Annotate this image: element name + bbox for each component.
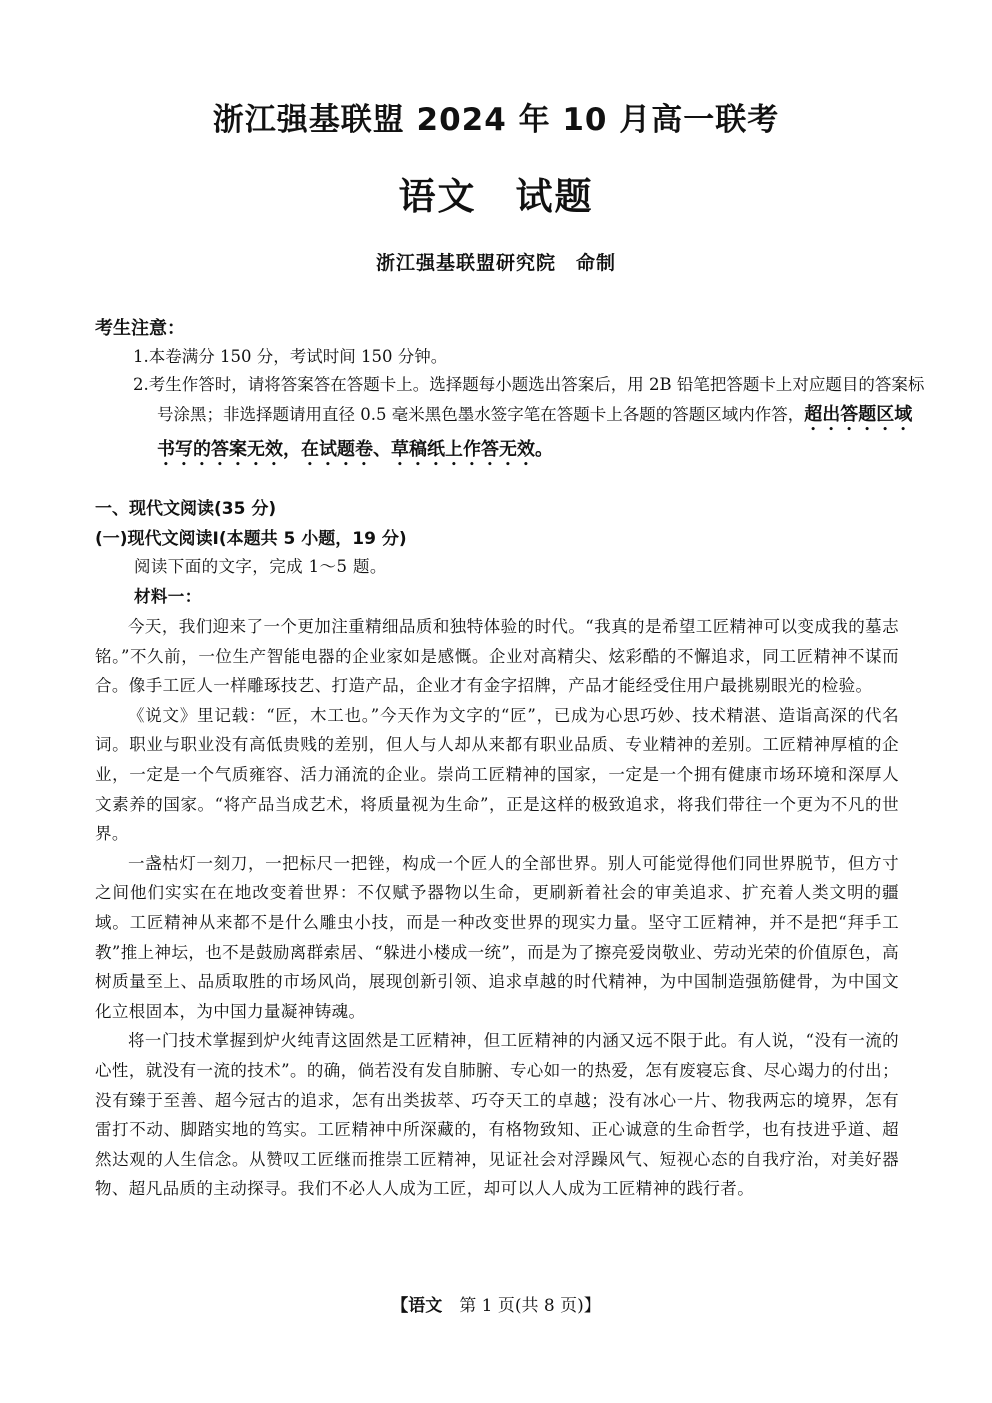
issuer-line: 浙江强基联盟研究院 命制: [375, 252, 616, 274]
subsection-heading: (一)现代文阅读Ⅰ(本题共 5 小题，19 分): [95, 529, 407, 549]
section-heading: 一、现代文阅读(35 分): [95, 499, 277, 519]
notice-heading: 考生注意：: [95, 318, 185, 339]
exam-title: 浙江强基联盟 2024 年 10 月高一联考: [212, 102, 780, 138]
notice-item-1: 1.本卷满分 150 分，考试时间 150 分钟。: [133, 347, 448, 366]
paragraph-4: 将一门技术掌握到炉火纯青这固然是工匠精神，但工匠精神的内涵又远不限于此。有人说，“没有一流的心性，就没有一流的技术”。的确，倘若没有发自肺腑、专心如一的热爱，怎有废寝忘食、尽心竭力的付出；没有臻于至善、超今冠古的追求，怎有出类拔萃、巧夺天工的卓越；没有冰心一片、物我两忘的境界，怎有雷打不动、脚踏实地的笃实。工匠精神中所深藏的，有格物致知、正心诚意的生命哲学，也有技进乎道、超然达观的人生信念。从赞叹工匠继而推崇工匠精神，见证社会对浮躁风气、短视心态的自我疗治，对美好器物、超凡品质的主动探寻。我们不必人人成为工匠，却可以人人成为工匠精神的践行者。: [95, 1031, 899, 1199]
notice-item-2-text: 2.考生作答时，请将答案答在答题卡上。选择题每小题选出答案后，用 2B 铅笔把答题卡上对应题目的答案标号涂黑；非选择题请用直径 0.5 毫米黑色墨水签字笔在答题卡上各题的答题区域内作答，: [133, 375, 925, 424]
notice-item-2: [133, 370, 927, 470]
paragraph-1: 今天，我们迎来了一个更加注重精细品质和独特体验的时代。“我真的是希望工匠精神可以变成我的墓志铭。”不久前，一位生产智能电器的企业家如是感慨。企业对高精尖、炫彩酷的不懈追求，同工匠精神不谋而合。像手工匠人一样雕琢技艺、打造产品，企业才有金字招牌，产品才能经受住用户最挑剔眼光的检验。: [95, 617, 899, 696]
reading-instruction: 阅读下面的文字，完成 1～5 题。: [134, 557, 387, 576]
paragraph-2: 《说文》里记载：“匠，木工也。”今天作为文字的“匠”，已成为心思巧妙、技术精湛、造诣高深的代名词。职业与职业没有高低贵贱的差别，但人与人却从来都有职业品质、专业精神的差别。工匠精神厚植的企业，一定是一个气质雍容、活力涌流的企业。崇尚工匠精神的国家，一定是一个拥有健康市场环境和深厚人文素养的国家。“将产品当成艺术，将质量视为生命”，正是这样的极致追求，将我们带往一个更为不凡的世界。: [95, 705, 899, 844]
material-label: 材料一：: [134, 587, 202, 606]
notice-emphasis: 超出答题区域书写的答案无效，在试题卷、草稿纸上作答无效。: [157, 404, 913, 460]
subject-title: 语文 试题: [398, 175, 594, 218]
paragraph-3: 一盏枯灯一刻刀，一把标尺一把锉，构成一个匠人的全部世界。别人可能觉得他们同世界脱节，但方寸之间他们实实在在地改变着世界：不仅赋予器物以生命，更刷新着社会的审美追求、扩充着人类文明的疆域。工匠精神从来都不是什么雕虫小技，而是一种改变世界的现实力量。坚守工匠精神，并不是把“拜手工教”推上神坛，也不是鼓励离群索居、“躲进小楼成一统”，而是为了擦亮爱岗敬业、劳动光荣的价值原色，高树质量至上、品质取胜的市场风尚，展现创新引领、追求卓越的时代精神，为中国制造强筋健骨，为中国文化立根固本，为中国力量凝神铸魂。: [95, 853, 899, 1021]
page-footer: [0, 1291, 992, 1316]
footer-page-number: 第 1 页(共 8 页)】: [459, 1296, 601, 1316]
footer-subject: 【语文: [391, 1296, 443, 1316]
passage: [95, 612, 899, 1204]
